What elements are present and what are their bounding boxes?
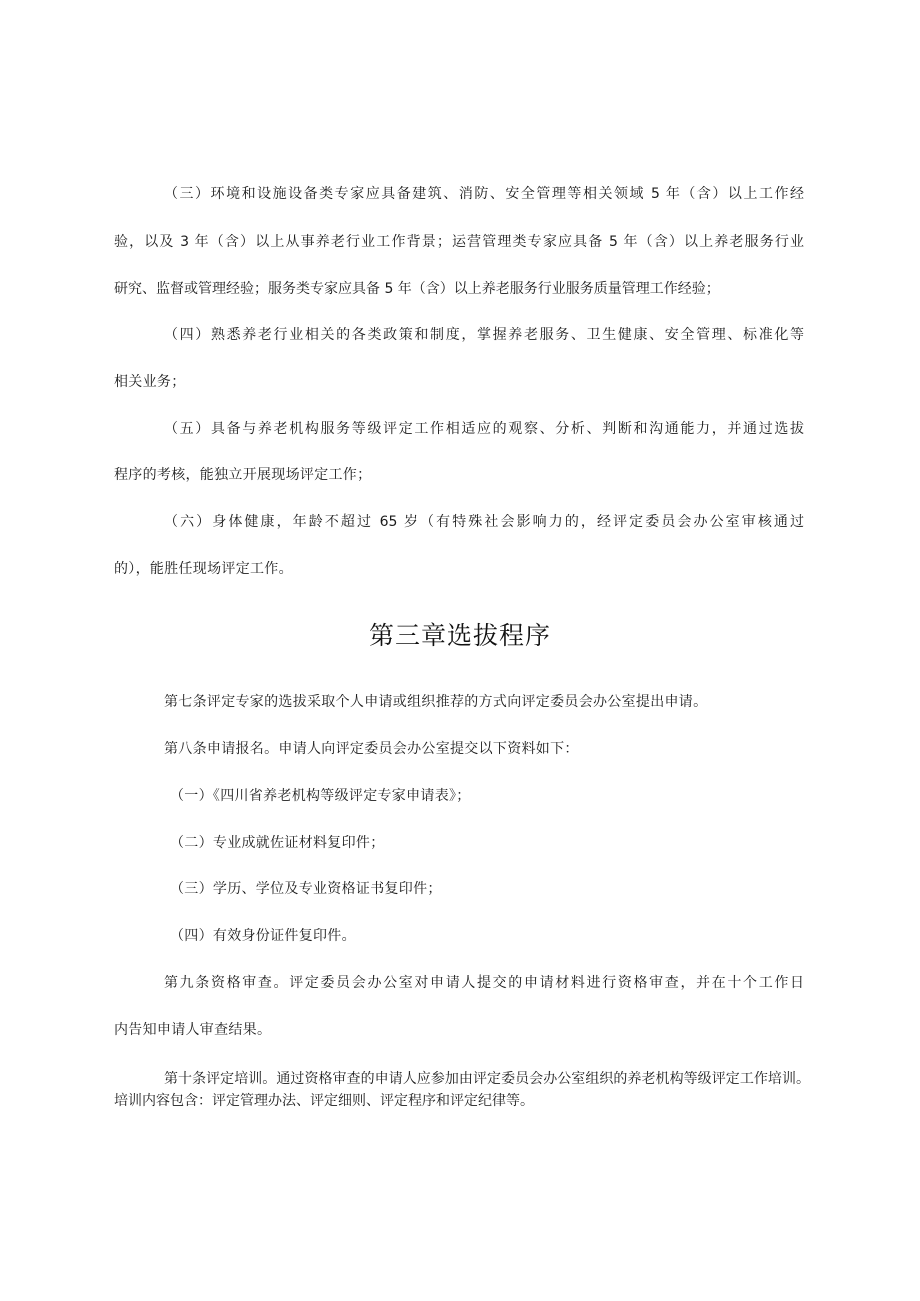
- article9-line1: 第九条资格审查。评定委员会办公室对申请人提交的申请材料进行资格审查，并在十个工作日: [164, 975, 804, 991]
- item6-line2: 的），能胜任现场评定工作。: [114, 561, 293, 577]
- article10-paragraph: 第十条评定培训。通过资格审查的申请人应参加由评定委员会办公室组织的养老机构等级评定工作培训。培训内容包含：评定管理办法、评定细则、评定程序和评定纪律等。: [114, 1071, 810, 1109]
- article8-text: 第八条申请报名。申请人向评定委员会办公室提交以下资料如下：: [164, 741, 579, 757]
- material-item-1: （一）《四川省养老机构等级评定专家申请表》；: [170, 788, 471, 804]
- item3-line3: 研究、监督或管理经验；服务类专家应具备 5 年（含）以上养老服务行业服务质量管理工作经验；: [114, 281, 720, 297]
- item3-line1: （三）环境和设施设备类专家应具备建筑、消防、安全管理等相关领域 5 年（含）以上工作经: [164, 186, 804, 202]
- item3-line2: 验，以及 3 年（含）以上从事养老行业工作背景；运营管理类专家应具备 5 年（含）以上养老服务行业: [114, 234, 804, 250]
- item4-line1: （四）熟悉养老行业相关的各类政策和制度，掌握养老服务、卫生健康、安全管理、标准化等: [164, 327, 804, 343]
- material-item-4: （四）有效身份证件复印件。: [170, 928, 356, 944]
- material-item-3: （三）学历、学位及专业资格证书复印件；: [170, 881, 442, 897]
- article9-line2: 内告知申请人审查结果。: [114, 1022, 272, 1038]
- item4-line2: 相关业务；: [114, 374, 186, 390]
- item5-line2: 程序的考核，能独立开展现场评定工作；: [114, 467, 372, 483]
- chapter-title: 第三章选拔程序: [368, 621, 551, 650]
- material-item-2: （二）专业成就佐证材料复印件；: [170, 835, 385, 851]
- item6-line1: （六）身体健康，年龄不超过 65 岁（有特殊社会影响力的，经评定委员会办公室审核通过: [164, 514, 804, 530]
- item5-line1: （五）具备与养老机构服务等级评定工作相适应的观察、分析、判断和沟通能力，并通过选拔: [164, 421, 804, 437]
- article7-text: 第七条评定专家的选拔采取个人申请或组织推荐的方式向评定委员会办公室提出申请。: [164, 694, 708, 710]
